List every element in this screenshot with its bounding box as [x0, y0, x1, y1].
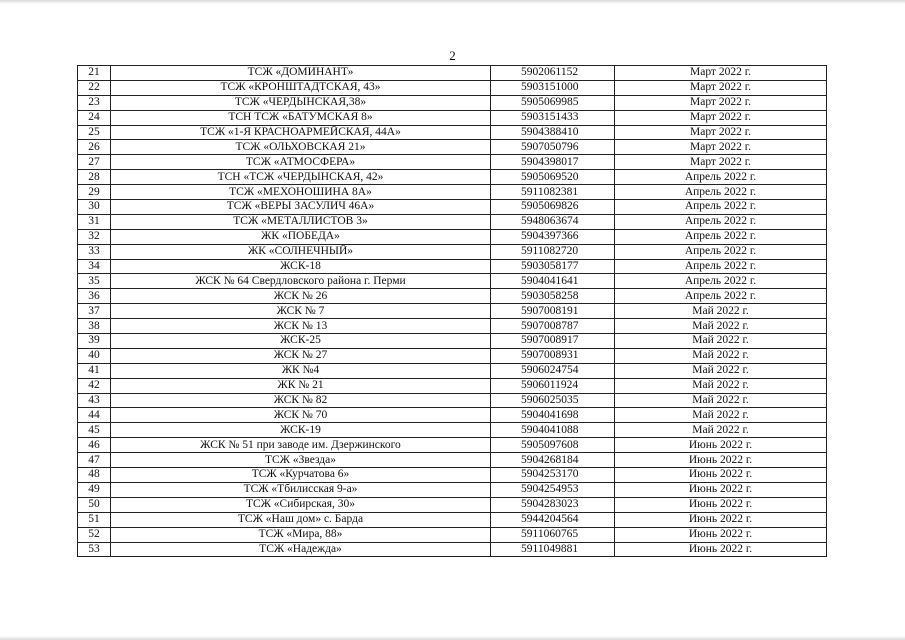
table-row — [78, 334, 827, 349]
table-row — [78, 468, 827, 483]
organization-name-cell: ЖСК № 82 — [111, 393, 491, 408]
inn-cell: 5904268184 — [491, 453, 615, 468]
inn-cell: 5907008917 — [491, 334, 615, 349]
period-cell: Май 2022 г. — [615, 334, 827, 349]
row-number-cell: 46 — [78, 438, 111, 453]
inn-cell: 5905069985 — [491, 95, 615, 110]
inn-cell: 5902061152 — [491, 66, 615, 81]
organization-name-cell: ТСЖ «Тбилисская 9-а» — [111, 482, 491, 497]
row-number-cell: 44 — [78, 408, 111, 423]
organization-name-cell: ЖСК № 64 Свердловского района г. Перми — [111, 274, 491, 289]
scan-edge-top — [0, 0, 905, 4]
table-row — [78, 274, 827, 289]
organization-name-cell: ТСЖ «Сибирская, 30» — [111, 497, 491, 512]
inn-cell: 5948063674 — [491, 214, 615, 229]
period-cell: Апрель 2022 г. — [615, 244, 827, 259]
table-row — [78, 408, 827, 423]
period-cell: Июнь 2022 г. — [615, 542, 827, 557]
table-row — [78, 363, 827, 378]
row-number-cell: 42 — [78, 378, 111, 393]
table-row — [78, 155, 827, 170]
organization-name-cell: ТСЖ «МЕХОНОШИНА 8А» — [111, 185, 491, 200]
table-row — [78, 140, 827, 155]
organization-name-cell: ЖК «ПОБЕДА» — [111, 229, 491, 244]
period-cell: Май 2022 г. — [615, 393, 827, 408]
organization-name-cell: ЖК № 21 — [111, 378, 491, 393]
table-row — [78, 125, 827, 140]
inn-cell: 5903058177 — [491, 259, 615, 274]
table-row — [78, 348, 827, 363]
period-cell: Май 2022 г. — [615, 408, 827, 423]
row-number-cell: 32 — [78, 229, 111, 244]
period-cell: Июнь 2022 г. — [615, 527, 827, 542]
period-cell: Март 2022 г. — [615, 66, 827, 81]
inn-cell: 5907050796 — [491, 140, 615, 155]
row-number-cell: 49 — [78, 482, 111, 497]
period-cell: Март 2022 г. — [615, 140, 827, 155]
period-cell: Май 2022 г. — [615, 423, 827, 438]
period-cell: Май 2022 г. — [615, 378, 827, 393]
organization-name-cell: ТСН «ТСЖ «ЧЕРДЫНСКАЯ, 42» — [111, 170, 491, 185]
row-number-cell: 43 — [78, 393, 111, 408]
period-cell: Апрель 2022 г. — [615, 229, 827, 244]
inn-cell: 5904041698 — [491, 408, 615, 423]
row-number-cell: 45 — [78, 423, 111, 438]
period-cell: Март 2022 г. — [615, 155, 827, 170]
page-number: 2 — [449, 48, 456, 63]
inn-cell: 5911060765 — [491, 527, 615, 542]
period-cell: Апрель 2022 г. — [615, 200, 827, 215]
organization-name-cell: ТСН ТСЖ «БАТУМСКАЯ 8» — [111, 110, 491, 125]
table-row — [78, 438, 827, 453]
row-number-cell: 47 — [78, 453, 111, 468]
row-number-cell: 40 — [78, 348, 111, 363]
period-cell: Май 2022 г. — [615, 319, 827, 334]
table-row — [78, 289, 827, 304]
row-number-cell: 48 — [78, 468, 111, 483]
inn-cell: 5907008931 — [491, 348, 615, 363]
period-cell: Апрель 2022 г. — [615, 214, 827, 229]
table-row — [78, 200, 827, 215]
period-cell: Апрель 2022 г. — [615, 259, 827, 274]
table-row — [78, 170, 827, 185]
table-row — [78, 259, 827, 274]
table-row — [78, 482, 827, 497]
inn-cell: 5903151433 — [491, 110, 615, 125]
inn-cell: 5905069826 — [491, 200, 615, 215]
period-cell: Апрель 2022 г. — [615, 170, 827, 185]
organization-name-cell: ЖСК № 70 — [111, 408, 491, 423]
organization-name-cell: ЖСК № 27 — [111, 348, 491, 363]
row-number-cell: 50 — [78, 497, 111, 512]
organization-name-cell: ЖСК № 26 — [111, 289, 491, 304]
table-row — [78, 423, 827, 438]
period-cell: Июнь 2022 г. — [615, 512, 827, 527]
table-row — [78, 80, 827, 95]
inn-cell: 5904254953 — [491, 482, 615, 497]
row-number-cell: 39 — [78, 334, 111, 349]
row-number-cell: 41 — [78, 363, 111, 378]
table-row — [78, 214, 827, 229]
inn-cell: 5907008191 — [491, 304, 615, 319]
row-number-cell: 28 — [78, 170, 111, 185]
inn-cell: 5903058258 — [491, 289, 615, 304]
row-number-cell: 31 — [78, 214, 111, 229]
inn-cell: 5903151000 — [491, 80, 615, 95]
period-cell: Июнь 2022 г. — [615, 497, 827, 512]
row-number-cell: 38 — [78, 319, 111, 334]
organization-name-cell: ЖСК № 51 при заводе им. Дзержинского — [111, 438, 491, 453]
table-row — [78, 110, 827, 125]
organization-name-cell: ЖСК № 7 — [111, 304, 491, 319]
row-number-cell: 52 — [78, 527, 111, 542]
period-cell: Июнь 2022 г. — [615, 453, 827, 468]
organization-name-cell: ТСЖ «ВЕРЫ ЗАСУЛИЧ 46А» — [111, 200, 491, 215]
inn-cell: 5906025035 — [491, 393, 615, 408]
organization-name-cell: ТСЖ «Курчатова 6» — [111, 468, 491, 483]
table-row — [78, 542, 827, 557]
table-row — [78, 304, 827, 319]
table-row — [78, 497, 827, 512]
table-row — [78, 95, 827, 110]
inn-cell: 5905069520 — [491, 170, 615, 185]
inn-cell: 5904283023 — [491, 497, 615, 512]
inn-cell: 5907008787 — [491, 319, 615, 334]
inn-cell: 5906011924 — [491, 378, 615, 393]
period-cell: Апрель 2022 г. — [615, 185, 827, 200]
inn-cell: 5906024754 — [491, 363, 615, 378]
organization-name-cell: ТСЖ «ЧЕРДЫНСКАЯ,38» — [111, 95, 491, 110]
organization-name-cell: ТСЖ «Надежда» — [111, 542, 491, 557]
period-cell: Май 2022 г. — [615, 363, 827, 378]
organization-name-cell: ТСЖ «АТМОСФЕРА» — [111, 155, 491, 170]
organization-name-cell: ТСЖ «Наш дом» с. Барда — [111, 512, 491, 527]
registry-table-body — [78, 66, 827, 557]
row-number-cell: 22 — [78, 80, 111, 95]
row-number-cell: 53 — [78, 542, 111, 557]
row-number-cell: 24 — [78, 110, 111, 125]
organization-name-cell: ТСЖ «ОЛЬХОВСКАЯ 21» — [111, 140, 491, 155]
period-cell: Июнь 2022 г. — [615, 482, 827, 497]
organization-name-cell: ТСЖ «Звезда» — [111, 453, 491, 468]
table-row — [78, 378, 827, 393]
table-row — [78, 185, 827, 200]
table-row — [78, 244, 827, 259]
organization-name-cell: ЖСК № 13 — [111, 319, 491, 334]
registry-table — [77, 65, 827, 557]
organization-name-cell: ТСЖ «ДОМИНАНТ» — [111, 66, 491, 81]
inn-cell: 5905097608 — [491, 438, 615, 453]
row-number-cell: 37 — [78, 304, 111, 319]
row-number-cell: 35 — [78, 274, 111, 289]
inn-cell: 5904397366 — [491, 229, 615, 244]
period-cell: Июнь 2022 г. — [615, 468, 827, 483]
table-row — [78, 393, 827, 408]
inn-cell: 5911082720 — [491, 244, 615, 259]
period-cell: Март 2022 г. — [615, 95, 827, 110]
row-number-cell: 23 — [78, 95, 111, 110]
inn-cell: 5904388410 — [491, 125, 615, 140]
row-number-cell: 30 — [78, 200, 111, 215]
scan-edge-bottom — [0, 636, 905, 640]
row-number-cell: 51 — [78, 512, 111, 527]
table-row — [78, 527, 827, 542]
table-row — [78, 66, 827, 81]
organization-name-cell: ЖК «СОЛНЕЧНЫЙ» — [111, 244, 491, 259]
organization-name-cell: ЖСК-18 — [111, 259, 491, 274]
inn-cell: 5911082381 — [491, 185, 615, 200]
period-cell: Март 2022 г. — [615, 125, 827, 140]
organization-name-cell: ТСЖ «МЕТАЛЛИСТОВ 3» — [111, 214, 491, 229]
row-number-cell: 34 — [78, 259, 111, 274]
period-cell: Апрель 2022 г. — [615, 289, 827, 304]
inn-cell: 5944204564 — [491, 512, 615, 527]
inn-cell: 5911049881 — [491, 542, 615, 557]
period-cell: Март 2022 г. — [615, 80, 827, 95]
period-cell: Март 2022 г. — [615, 110, 827, 125]
row-number-cell: 21 — [78, 66, 111, 81]
organization-name-cell: ЖК №4 — [111, 363, 491, 378]
table-row — [78, 229, 827, 244]
table-row — [78, 512, 827, 527]
period-cell: Июнь 2022 г. — [615, 438, 827, 453]
organization-name-cell: ЖСК-25 — [111, 334, 491, 349]
row-number-cell: 36 — [78, 289, 111, 304]
row-number-cell: 27 — [78, 155, 111, 170]
organization-name-cell: ТСЖ «Мира, 88» — [111, 527, 491, 542]
table-row — [78, 453, 827, 468]
table-row — [78, 319, 827, 334]
period-cell: Апрель 2022 г. — [615, 274, 827, 289]
inn-cell: 5904041088 — [491, 423, 615, 438]
inn-cell: 5904041641 — [491, 274, 615, 289]
period-cell: Май 2022 г. — [615, 348, 827, 363]
row-number-cell: 26 — [78, 140, 111, 155]
row-number-cell: 25 — [78, 125, 111, 140]
period-cell: Май 2022 г. — [615, 304, 827, 319]
organization-name-cell: ЖСК-19 — [111, 423, 491, 438]
inn-cell: 5904398017 — [491, 155, 615, 170]
row-number-cell: 29 — [78, 185, 111, 200]
organization-name-cell: ТСЖ «1-Я КРАСНОАРМЕЙСКАЯ, 44А» — [111, 125, 491, 140]
organization-name-cell: ТСЖ «КРОНШТАДТСКАЯ, 43» — [111, 80, 491, 95]
inn-cell: 5904253170 — [491, 468, 615, 483]
row-number-cell: 33 — [78, 244, 111, 259]
